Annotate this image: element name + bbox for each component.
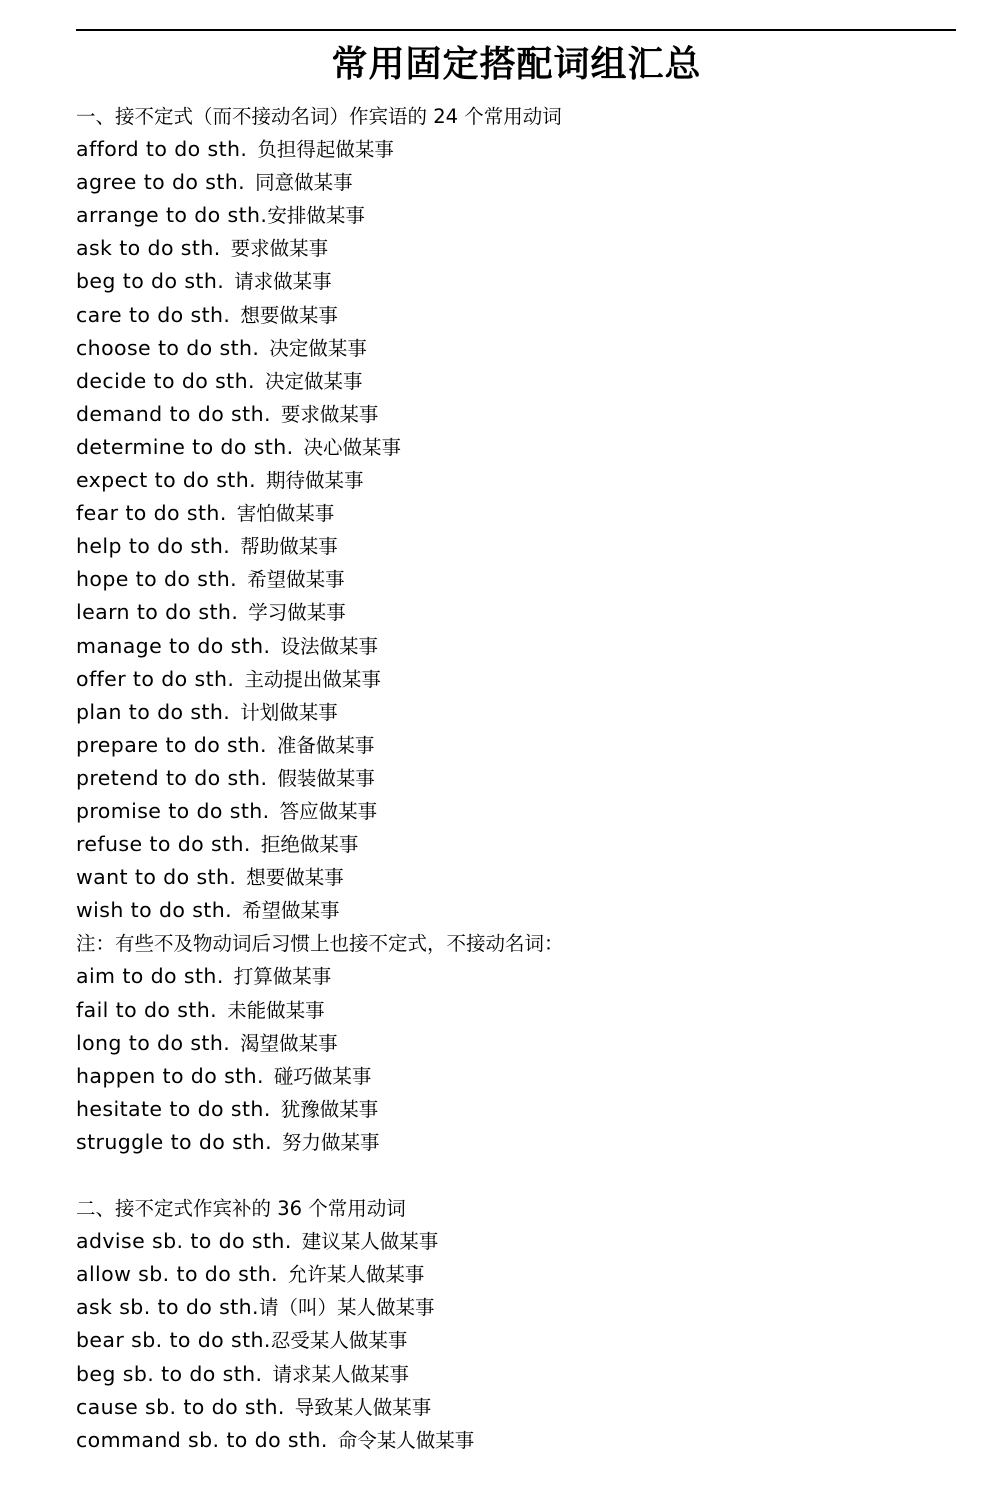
phrase-english: long to do sth. xyxy=(76,1030,231,1055)
phrase-english: demand to do sth. xyxy=(76,401,271,426)
section-1-heading-pre: 一、接不定式（而不接动名词）作宾语的 xyxy=(76,105,434,128)
phrase-item xyxy=(76,232,956,265)
phrase-item xyxy=(76,828,956,861)
section-1-heading-post: 个常用动词 xyxy=(458,105,562,128)
phrase-item xyxy=(76,530,956,563)
phrase-english: refuse to do sth. xyxy=(76,832,251,857)
phrase-english: fail to do sth. xyxy=(76,997,218,1022)
phrase-english: prepare to do sth. xyxy=(76,732,267,757)
phrase-english: bear sb. to do sth. xyxy=(76,1328,271,1353)
phrase-item xyxy=(76,663,956,696)
phrase-chinese: 导致某人做某事 xyxy=(294,1395,432,1419)
phrase-english: determine to do sth. xyxy=(76,434,294,459)
phrase-english: offer to do sth. xyxy=(76,666,235,691)
phrase-item xyxy=(76,960,956,993)
phrase-chinese: 请求某人做某事 xyxy=(272,1362,409,1386)
phrase-item xyxy=(76,1424,956,1457)
phrase-chinese: 命令某人做某事 xyxy=(337,1428,475,1452)
phrase-chinese: 努力做某事 xyxy=(281,1130,380,1154)
phrase-item xyxy=(76,1291,956,1324)
phrase-chinese: 请（叫）某人做某事 xyxy=(258,1296,435,1320)
phrase-item xyxy=(76,762,956,795)
phrase-chinese: 负担得起做某事 xyxy=(257,138,394,162)
section-1-heading xyxy=(76,100,956,133)
phrase-english: ask to do sth. xyxy=(76,236,221,261)
phrase-item xyxy=(76,894,956,927)
phrase-english: arrange to do sth. xyxy=(76,203,268,228)
phrase-chinese: 决心做某事 xyxy=(303,435,402,459)
phrase-item xyxy=(76,332,956,365)
phrase-item xyxy=(76,464,956,497)
phrase-item xyxy=(76,1358,956,1391)
phrase-english: agree to do sth. xyxy=(76,170,246,195)
phrase-item xyxy=(76,1258,956,1291)
phrase-item xyxy=(76,431,956,464)
phrase-item xyxy=(76,1225,956,1258)
phrase-english: afford to do sth. xyxy=(76,137,248,162)
phrase-chinese: 打算做某事 xyxy=(233,965,332,989)
phrase-chinese: 同意做某事 xyxy=(255,171,353,195)
phrase-english: pretend to do sth. xyxy=(76,765,268,790)
phrase-chinese: 犹豫做某事 xyxy=(280,1097,379,1121)
section-1-list xyxy=(76,133,956,927)
phrase-chinese: 未能做某事 xyxy=(227,998,325,1022)
phrase-item xyxy=(76,265,956,298)
phrase-chinese: 允许某人做某事 xyxy=(287,1263,425,1287)
section-1-note: 注：有些不及物动词后习惯上也接不定式，不接动名词： xyxy=(76,932,564,956)
phrase-english: decide to do sth. xyxy=(76,368,255,393)
phrase-chinese: 想要做某事 xyxy=(240,303,338,327)
phrase-english: aim to do sth. xyxy=(76,964,224,989)
phrase-english: want to do sth. xyxy=(76,865,237,890)
phrase-chinese: 决定做某事 xyxy=(269,336,367,360)
phrase-chinese: 计划做某事 xyxy=(240,700,338,724)
phrase-item xyxy=(76,1324,956,1357)
phrase-english: beg sb. to do sth. xyxy=(76,1361,263,1386)
phrase-english: manage to do sth. xyxy=(76,633,271,658)
phrase-chinese: 帮助做某事 xyxy=(240,535,338,559)
phrase-english: choose to do sth. xyxy=(76,335,260,360)
phrase-english: promise to do sth. xyxy=(76,798,270,823)
phrase-chinese: 忍受某人做某事 xyxy=(270,1329,408,1353)
phrase-item xyxy=(76,1093,956,1126)
phrase-item xyxy=(76,299,956,332)
phrase-item xyxy=(76,398,956,431)
phrase-item xyxy=(76,1126,956,1159)
phrase-chinese: 害怕做某事 xyxy=(236,502,335,526)
phrase-chinese: 答应做某事 xyxy=(279,799,378,823)
phrase-english: fear to do sth. xyxy=(76,501,227,526)
section-1-note-list xyxy=(76,960,956,1159)
phrase-english: command sb. to do sth. xyxy=(76,1427,328,1452)
phrase-item xyxy=(76,563,956,596)
section-2-list xyxy=(76,1225,956,1457)
phrase-chinese: 期待做某事 xyxy=(266,469,364,493)
phrase-item xyxy=(76,1060,956,1093)
phrase-item xyxy=(76,166,956,199)
phrase-item xyxy=(76,861,956,894)
phrase-item xyxy=(76,696,956,729)
phrase-item xyxy=(76,994,956,1027)
section-2-heading xyxy=(76,1192,956,1225)
phrase-chinese: 碰巧做某事 xyxy=(273,1064,372,1088)
phrase-chinese: 希望做某事 xyxy=(247,568,345,592)
phrase-item xyxy=(76,365,956,398)
phrase-english: beg to do sth. xyxy=(76,269,225,294)
phrase-chinese: 想要做某事 xyxy=(246,866,344,890)
phrase-chinese: 准备做某事 xyxy=(276,733,375,757)
phrase-english: hesitate to do sth. xyxy=(76,1096,271,1121)
section-2-heading-post: 个常用动词 xyxy=(302,1197,406,1221)
phrase-chinese: 假装做某事 xyxy=(277,766,375,790)
phrase-english: happen to do sth. xyxy=(76,1063,264,1088)
phrase-chinese: 渴望做某事 xyxy=(240,1031,338,1055)
phrase-english: advise sb. to do sth. xyxy=(76,1229,292,1254)
phrase-chinese: 设法做某事 xyxy=(280,634,378,658)
phrase-item xyxy=(76,497,956,530)
phrase-item xyxy=(76,133,956,166)
document-title: 常用固定搭配词组汇总 xyxy=(331,44,702,85)
phrase-item xyxy=(76,795,956,828)
phrase-english: wish to do sth. xyxy=(76,898,233,923)
phrase-item xyxy=(76,596,956,629)
section-2-heading-pre: 二、接不定式作宾补的 xyxy=(76,1197,278,1221)
phrase-english: plan to do sth. xyxy=(76,699,231,724)
phrase-item xyxy=(76,630,956,663)
phrase-chinese: 请求做某事 xyxy=(234,270,332,294)
phrase-chinese: 主动提出做某事 xyxy=(244,667,381,691)
phrase-chinese: 安排做某事 xyxy=(267,204,365,228)
phrase-english: help to do sth. xyxy=(76,534,231,559)
phrase-chinese: 决定做某事 xyxy=(264,369,363,393)
phrase-item xyxy=(76,199,956,232)
phrase-item xyxy=(76,1391,956,1424)
phrase-item xyxy=(76,1027,956,1060)
phrase-chinese: 建议某人做某事 xyxy=(301,1230,439,1254)
phrase-english: struggle to do sth. xyxy=(76,1129,272,1154)
phrase-chinese: 学习做某事 xyxy=(248,601,346,625)
blank-line xyxy=(76,1159,956,1192)
phrase-english: hope to do sth. xyxy=(76,567,238,592)
section-2-heading-count: 36 xyxy=(277,1197,303,1221)
phrase-chinese: 要求做某事 xyxy=(280,402,379,426)
phrase-item xyxy=(76,729,956,762)
top-rule xyxy=(76,29,956,31)
section-1-heading-count: 24 xyxy=(433,105,459,128)
phrase-chinese: 希望做某事 xyxy=(242,899,340,923)
phrase-chinese: 要求做某事 xyxy=(230,237,329,261)
phrase-english: expect to do sth. xyxy=(76,468,257,493)
phrase-english: cause sb. to do sth. xyxy=(76,1394,285,1419)
phrase-english: ask sb. to do sth. xyxy=(76,1295,259,1320)
phrase-english: care to do sth. xyxy=(76,302,231,327)
phrase-english: learn to do sth. xyxy=(76,600,239,625)
phrase-chinese: 拒绝做某事 xyxy=(260,833,359,857)
document-body xyxy=(76,100,956,1457)
phrase-english: allow sb. to do sth. xyxy=(76,1262,278,1287)
